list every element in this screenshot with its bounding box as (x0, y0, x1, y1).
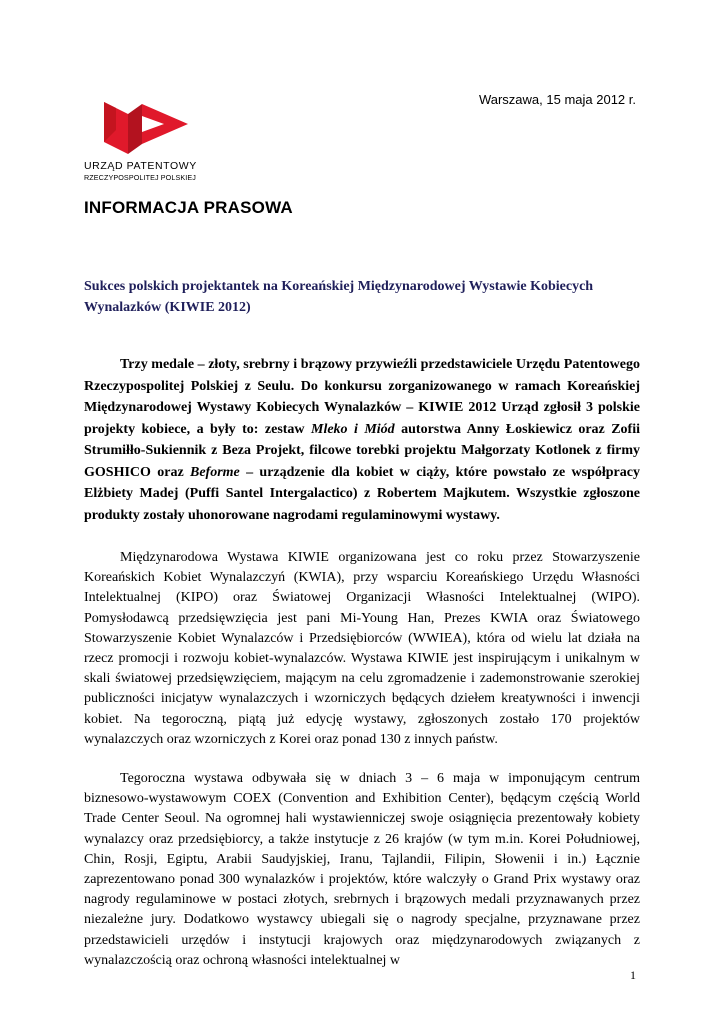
logo-center-fold (128, 104, 142, 154)
page-number: 1 (630, 968, 636, 982)
document-date: Warszawa, 15 maja 2012 r. (478, 92, 636, 107)
lead-product-name-2: Beforme (190, 464, 240, 480)
logo-mark-icon (84, 100, 189, 156)
lead-paragraph (84, 354, 640, 526)
logo-text-line2: RZECZYPOSPOLITEJ POLSKIEJ (84, 173, 196, 182)
body-paragraph-1: Międzynarodowa Wystawa KIWIE organizowana jest co roku przez Stowarzyszenie Koreańskich Kobiet Wynalazczyń (KWIA), przy wsparciu Koreańskiego Urzędu Własności Intelektualnej (KIPO) oraz Światowej Organizacji Własności Intelektualnej (WIPO). Pomysłodawcą przedsięwzięcia jest pani Mi-Young Han, Prezes KWIA oraz Światowego Stowarzyszenie Kobiet Wynalazców i Przedsiębiorców (WWIEA), która od wielu lat działa na rzecz promocji i rozwoju kobiet-wynalazców. Wystawa KIWIE jest inspirującym i unikalnym w skali światowej przedsięwzięciem, mającym na celu zgromadzenie i zademonstrowanie szerokiej publiczności inicjatyw wynalazczych i wzorniczych będących dziełem kreatywności i inwencji kobiet. Na tegoroczną, piątą już edycję wystawy, zgłoszonych zostało 170 projektów wynalazczych oraz wzorniczych z Korei oraz ponad 130 z innych państw. (84, 550, 640, 747)
lead-product-name-1: Mleko i Miód (311, 421, 395, 437)
lead-text-2: autorstwa Anny Łoskiewicz oraz Zofii Strumiłło-Sukiennik z Beza Projekt, filcowe torebki projektu Małgorzaty Kotlonek z firmy GOSHICO oraz (84, 421, 640, 480)
body-paragraph-2: Tegoroczna wystawa odbywała się w dniach 3 – 6 maja w imponującym centrum biznesowo-wystawowym COEX (Convention and Exhibition Center), będącym częścią World Trade Center Seoul. Na ogromnej hali wystawienniczej swoje osiągnięcia prezentowały kobiety wynalazcy oraz przedsiębiorcy, a także instytucje z 26 krajów (w tym m.in. Korei Południowej, Chin, Rosji, Egiptu, Arabii Saudyjskiej, Iranu, Tajlandii, Filipin, Słowenii i in.) Łącznie zaprezentowano ponad 300 wynalazków i projektów, które walczyły o Grand Prix wystawy oraz nagrody regulaminowe w postaci złotych, srebrnych i brązowych medali przyznawanych przez niezależne jury. Dodatkowo wystawcy ubiegali się o nagrody specjalne, przyznawane przez przedstawicieli urzędów i instytucji krajowych oraz międzynarodowych związanych z wynalazczością oraz ochroną własności intelektualnej w (84, 771, 640, 968)
lead-text-1: Trzy medale – złoty, srebrny i brązowy przywieźli przedstawiciele Urzędu Patentowego Rzeczypospolitej Polskiej z Seulu. Do konkursu zorganizowanego w ramach Koreańskiej Międzynarodowej Wystawy Kobiecych Wynalazków – KIWIE 2012 Urząd zgłosił 3 polskie projekty kobiece, a były to: zestaw (84, 357, 640, 437)
article-subtitle: Sukces polskich projektantek na Koreańskiej Międzynarodowej Wystawie Kobiecych Wynalazków (KIWIE 2012) (84, 279, 594, 315)
logo-text-line1: URZĄD PATENTOWY (84, 160, 197, 172)
logo-right-arrow (142, 104, 188, 144)
lead-text-3: – urządzenie dla kobiet w ciąży, które powstało ze współpracy Elżbiety Madej (Puffi Santel Intergalactico) z Robertem Majkutem. Wszystkie zgłoszone produkty zostały uhonorowane nagrodami regulaminowymi wystawy. (84, 464, 640, 523)
patent-office-logo (84, 100, 204, 182)
page-title: INFORMACJA PRASOWA (84, 198, 293, 217)
